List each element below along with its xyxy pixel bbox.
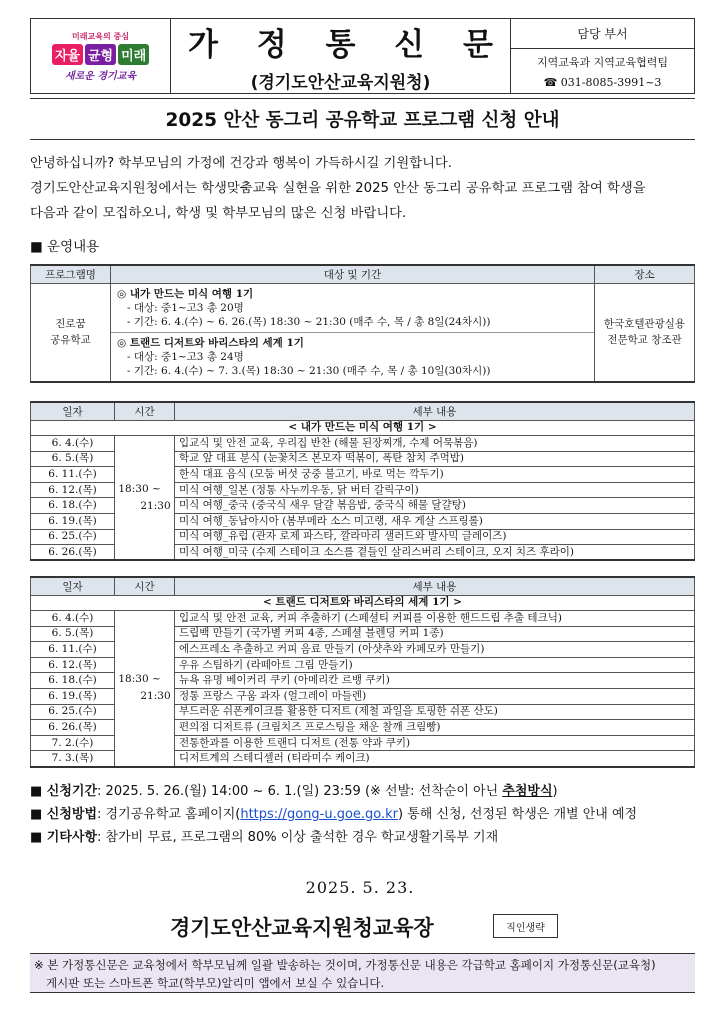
intro-line: 경기도안산교육지원청에서는 학생맞춤교육 실현을 위한 2025 안산 동그리 공유학교 프로그램 참여 학생을 [30,181,646,196]
time-start: 18:30 ~ [118,673,161,686]
place-line: 한국호텔관광실용 [603,318,686,330]
schedule-content: 부드러운 쉬폰케이크를 활용한 디저트 (제철 과일을 토핑한 쉬폰 산도) [175,704,695,720]
note-emphasis: 추첨방식 [502,784,553,799]
department-info [511,49,694,93]
note-text: : 참가비 무료, 프로그램의 80% 이상 출석한 경우 학교생활기록부 기재 [97,830,499,845]
schedule-date: 6. 26.(목) [31,720,115,736]
note-label: ■ 신청방법 [30,807,98,822]
note-label: ■ 신청기간 [30,784,98,799]
schedule-date: 6. 19.(목) [31,689,115,705]
schedule-time [115,436,175,561]
note-text: ) 통해 신청, 선정된 학생은 개별 안내 예정 [398,807,638,822]
department-label: 담당 부서 [511,19,694,49]
schedule-date: 6. 26.(목) [31,545,115,561]
schedule-content: 미식 여행_중국 (중국식 새우 달걀 볶음밥, 중국식 해물 달걀탕) [175,498,695,514]
logo-word-1: 자율 [52,44,83,65]
program-2-period: - 기간: 6. 4.(수) ~ 7. 3.(목) 18:30 ~ 21:30 (매주 수, 목 / 총 10일(30차시)) [127,364,491,377]
schedule-content: 에스프레소 추출하고 커피 음료 만들기 (아샷추와 카페모카 만들기) [175,642,695,658]
schedule-content: 한식 대표 음식 (모둠 버섯 궁중 불고기, 바로 먹는 깍두기) [175,467,695,483]
schedule-subtitle: < 내가 만드는 미식 여행 1기 > [31,420,695,436]
time-start: 18:30 ~ [118,482,161,495]
logo-words [52,44,149,65]
column-header: 대상 및 기간 [111,265,595,283]
logo-subtitle: 새로운 경기교육 [64,70,137,82]
letter-header [30,18,695,94]
section-heading: ■ 운영내용 [30,239,100,255]
schedule-content: 미식 여행_유럽 (관자 로제 파스타, 깔라마리 샐러드와 발사믹 글레이즈) [175,529,695,545]
department-box [511,19,694,93]
column-header: 시간 [115,577,175,595]
schedule-content: 드립백 만들기 (국가별 커피 4종, 스페셜 블렌딩 커피 1종) [175,626,695,642]
program-2-target: - 대상: 중1~고3 총 24명 [127,350,244,363]
schedule-date: 6. 18.(수) [31,673,115,689]
schedule-content: 우유 스팀하기 (라떼아트 그림 만들기) [175,657,695,673]
schedule-content: 미식 여행_동남아시아 (봄부메라 소스 미고랭, 새우 게살 스프링롤) [175,514,695,530]
column-header: 시간 [115,402,175,420]
schedule-date: 6. 25.(수) [31,529,115,545]
logo-word-2: 균형 [85,44,116,65]
time-end: 21:30 [140,690,171,703]
footer-note [30,953,695,993]
issue-date: 2025. 5. 23. [305,878,415,897]
letter-issuer: (경기도안산교육지원청) [250,73,431,93]
column-header: 일자 [31,402,115,420]
schedule-content: 학교 앞 대표 분식 (눈꽃치즈 본모자 떡볶이, 폭탄 참치 주먹밥) [175,451,695,467]
title-box [171,19,511,93]
intro-line: 안녕하십니까? 학부모님의 가정에 건강과 행복이 가득하시길 기원합니다. [30,156,452,171]
schedule-date: 6. 19.(목) [31,514,115,530]
schedule-subtitle: < 트랜드 디저트와 바리스타의 세계 1기 > [31,595,695,611]
document-title: 2025 안산 동그리 공유학교 프로그램 신청 안내 [30,98,695,140]
schedule-time-text [118,481,170,515]
program-name-line: 공유학교 [50,334,91,346]
schedule-date: 6. 12.(목) [31,482,115,498]
column-header: 세부 내용 [175,577,695,595]
schedule-content: 디저트계의 스테디셀러 (티라미수 케이크) [175,751,695,767]
logo [31,19,171,93]
signer-name: 경기도안산교육지원청교육장 [170,916,434,940]
note-text: ) [552,784,558,799]
column-header: 프로그램명 [31,265,111,283]
note-period [30,780,710,803]
schedule-content: 뉴욕 유명 베이커리 쿠키 (아메리칸 르뱅 쿠키) [175,673,695,689]
place-cell [595,283,695,382]
department-phone: ☎ 031-8085-3991~3 [543,75,662,89]
letter-title: 가 정 통 신 문 [188,27,507,63]
schedule-row [31,436,695,452]
note-text: : 2025. 5. 26.(월) 14:00 ~ 6. 1.(일) 23:59 (※ 선발: 선착순이 아닌 [97,784,503,799]
note-label: ■ 기타사항 [30,830,98,845]
schedule-date: 6. 11.(수) [31,467,115,483]
schedule-date: 6. 11.(수) [31,642,115,658]
column-header: 세부 내용 [175,402,695,420]
application-notes [30,780,710,849]
program-2-title: ◎ 트랜드 디저트와 바리스타의 세계 1기 [117,336,304,349]
note-etc [30,826,710,849]
intro-line: 다음과 같이 모집하오니, 학생 및 학부모님의 많은 신청 바랍니다. [30,206,407,221]
schedule-date: 6. 12.(목) [31,657,115,673]
schedule-table-food [30,401,695,561]
note-text: : 경기공유학교 홈페이지( [97,807,241,822]
homepage-link[interactable]: https://gong-u.goe.go.kr [240,807,399,822]
schedule-content: 미식 여행_미국 (수제 스테이크 소스를 곁들인 살리스버리 스테이크, 오지 치즈 후라이) [175,545,695,561]
schedule-date: 6. 4.(수) [31,611,115,627]
schedule-date: 6. 4.(수) [31,436,115,452]
program-name-line: 진로꿈 [55,318,86,330]
department-name: 지역교육과 지역교육협력팀 [536,55,668,69]
schedule-content: 전통한과를 이용한 트랜디 디저트 (전통 약과 쿠키) [175,735,695,751]
schedule-time [115,611,175,767]
schedule-content: 편의점 디저트류 (크림치즈 프로스팅을 채운 찰깨 크림빵) [175,720,695,736]
program-1-target: - 대상: 중1~고3 총 20명 [127,301,244,314]
schedule-content: 입교식 및 안전 교육, 우리집 반찬 (해물 된장찌개, 수제 어묵볶음) [175,436,695,452]
program-overview-table [30,264,695,383]
schedule-content: 미식 여행_일본 (정통 사누끼우동, 닭 버터 갈릭구이) [175,482,695,498]
program-1-period: - 기간: 6. 4.(수) ~ 6. 26.(목) 18:30 ~ 21:30 (매주 수, 목 / 총 8일(24차시)) [127,315,491,328]
program-1-title: ◎ 내가 만드는 미식 여행 1기 [117,287,254,300]
schedule-content: 입교식 및 안전 교육, 커피 추출하기 (스페셜티 커피를 이용한 핸드드립 추출 테크닉) [175,611,695,627]
schedule-date: 6. 18.(수) [31,498,115,514]
place-line: 전문학교 창조관 [607,334,682,346]
logo-word-3: 미래 [118,44,149,65]
schedule-date: 7. 3.(목) [31,751,115,767]
schedule-time-text [118,671,170,705]
logo-tagline: 미래교육의 중심 [72,31,129,41]
seal-omitted-box: 직인생략 [493,914,558,938]
column-header: 일자 [31,577,115,595]
schedule-content: 정통 프랑스 구움 과자 (얼그레이 마들렌) [175,689,695,705]
schedule-date: 6. 25.(수) [31,704,115,720]
schedule-row [31,611,695,627]
schedule-date: 7. 2.(수) [31,735,115,751]
divider [111,332,594,333]
schedule-date: 6. 5.(목) [31,626,115,642]
program-name-cell [31,283,111,382]
column-header: 장소 [595,265,695,283]
schedule-date: 6. 5.(목) [31,451,115,467]
footer-line: ※ 본 가정통신문은 교육청에서 학부모님께 일괄 발송하는 것이며, 가정통신문 내용은 각급학교 홈페이지 가정통신문(교육청) [34,958,656,972]
footer-line: 게시판 또는 스마트폰 학교(학부모)알리미 앱에서 보실 수 있습니다. [46,976,385,990]
schedule-table-dessert [30,576,695,768]
time-end: 21:30 [140,499,171,512]
program-details-cell [111,283,595,382]
intro-text [30,151,695,226]
note-method [30,803,710,826]
